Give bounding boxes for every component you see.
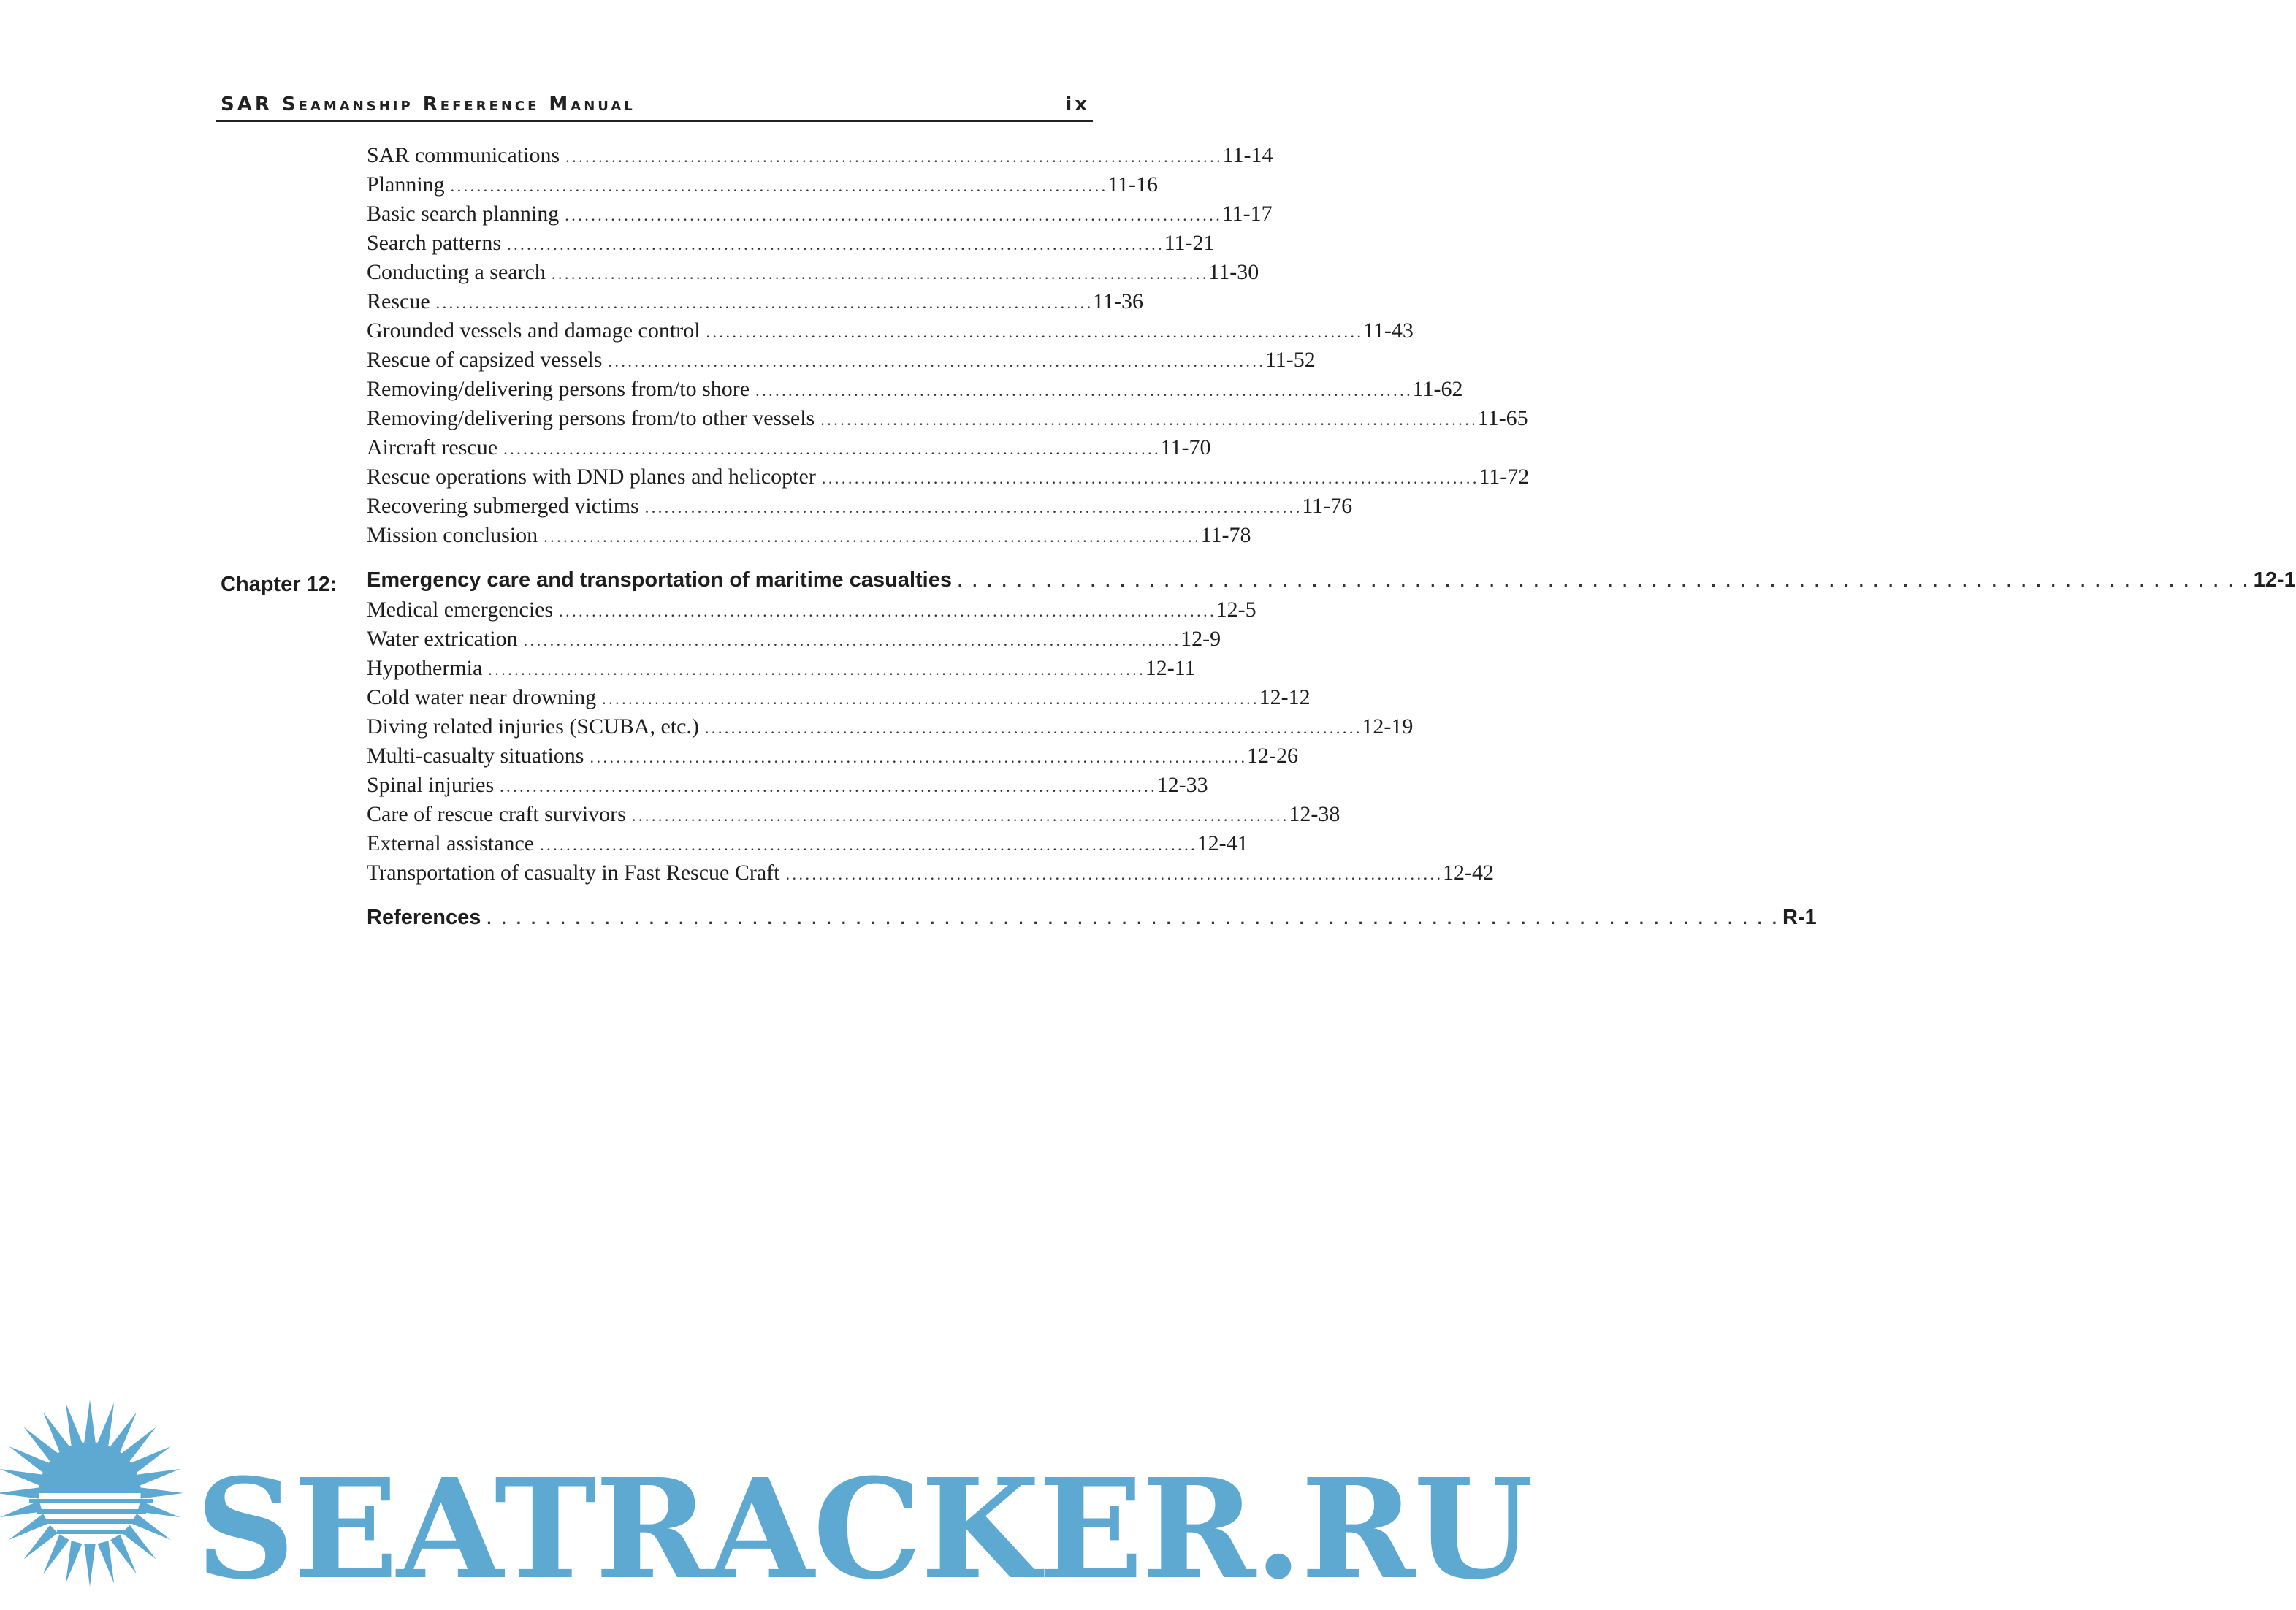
dot-leader: [565, 206, 1219, 225]
toc-entry-title: Hypothermia: [367, 656, 483, 680]
sun-ray: [66, 1403, 83, 1445]
dot-leader: [524, 631, 1178, 650]
chapter-page: 12-1: [2253, 568, 2296, 592]
sun-ray: [98, 1541, 115, 1583]
sun-ray: [84, 1544, 95, 1587]
toc-entry-title: Spinal injuries: [367, 773, 495, 797]
toc-entry[interactable]: [367, 627, 1221, 656]
toc-entry-page: 12-42: [1442, 861, 1494, 885]
dot-leader: [503, 440, 1158, 459]
toc-entry-title: Mission conclusion: [367, 523, 538, 547]
toc-entry-title: Cold water near drowning: [367, 685, 597, 709]
toc-entry-page: 12-5: [1216, 598, 1256, 622]
toc-entry-title: Conducting a search: [367, 260, 546, 284]
toc-entry[interactable]: [367, 656, 1196, 685]
dot-leader: [785, 865, 1440, 884]
references-entry[interactable]: [367, 906, 1817, 935]
dot-leader: [822, 469, 1476, 488]
toc-entry[interactable]: [367, 465, 1530, 494]
toc-entry-title: SAR communications: [367, 143, 560, 167]
toc-entry-page: 12-41: [1197, 831, 1248, 855]
dot-leader: [540, 836, 1194, 855]
toc-entry-page: 12-12: [1259, 685, 1311, 709]
toc-entry-page: 11-30: [1208, 260, 1259, 284]
toc-entry-page: 11-65: [1477, 406, 1528, 430]
sun-ray: [0, 1487, 39, 1498]
toc-entry[interactable]: [367, 348, 1316, 377]
dot-leader: [451, 177, 1105, 196]
toc-entry-title: Multi-casualty situations: [367, 744, 584, 768]
dot-leader: [820, 411, 1475, 430]
dot-leader: [552, 264, 1206, 283]
toc-entry-page: 11-16: [1107, 172, 1159, 197]
toc-entry[interactable]: [367, 231, 1215, 260]
toc-entry[interactable]: [367, 831, 1248, 861]
sun-ray: [84, 1400, 95, 1442]
dot-leader: [544, 527, 1198, 546]
toc-entry[interactable]: [367, 802, 1340, 831]
toc-entry-page: 11-36: [1093, 289, 1144, 313]
toc-entry[interactable]: [367, 714, 1414, 744]
toc-entry-title: Rescue of capsized vessels: [367, 348, 603, 372]
toc-entry-page: 12-11: [1145, 656, 1196, 680]
toc-entry-title: Transportation of casualty in Fast Rescue Craft: [367, 861, 780, 885]
toc-entry[interactable]: [367, 318, 1414, 348]
toc-entry-page: 11-14: [1222, 143, 1273, 167]
sun-ray: [141, 1487, 183, 1498]
toc-entry[interactable]: [367, 202, 1273, 231]
toc-entry-title: Water extrication: [367, 627, 518, 651]
toc-entry[interactable]: [367, 260, 1259, 289]
references-page: R-1: [1782, 906, 1817, 929]
toc-entry[interactable]: [367, 523, 1251, 552]
dot-leader: [500, 777, 1154, 796]
toc-entry[interactable]: [367, 685, 1311, 714]
toc-entry-page: 12-26: [1246, 744, 1298, 768]
toc-entry[interactable]: [367, 598, 1256, 627]
toc-entry-title: Diving related injuries (SCUBA, etc.): [367, 714, 699, 739]
toc-entry[interactable]: [367, 494, 1353, 523]
toc-entry[interactable]: [367, 143, 1273, 172]
watermark-text: SEATRACKER.RU: [196, 1449, 1532, 1610]
dot-leader: [632, 806, 1286, 825]
dot-leader: [602, 690, 1256, 709]
toc-entry-title: Aircraft rescue: [367, 435, 498, 459]
dot-leader: [958, 572, 2251, 591]
chapter-title: Emergency care and transportation of maritime casualties: [367, 568, 952, 592]
dot-leader: [755, 381, 1410, 400]
chapter-heading[interactable]: [367, 568, 2296, 598]
toc-entry-title: Removing/delivering persons from/to shore: [367, 377, 750, 401]
dot-leader: [645, 498, 1300, 517]
page-number: ix: [1065, 94, 1090, 115]
dot-leader: [565, 148, 1220, 167]
toc-entry[interactable]: [367, 435, 1211, 465]
dot-leader: [706, 323, 1361, 342]
dot-leader: [436, 294, 1091, 313]
toc-entry[interactable]: [367, 773, 1208, 802]
dot-leader: [559, 602, 1213, 621]
references-title: References: [367, 906, 481, 929]
toc-entry-title: Grounded vessels and damage control: [367, 318, 701, 343]
toc-entry-title: Medical emergencies: [367, 598, 554, 622]
sun-ray: [0, 1469, 42, 1486]
toc-entry-title: Search patterns: [367, 231, 502, 255]
dot-leader: [608, 352, 1262, 371]
toc-entry-title: External assistance: [367, 831, 535, 855]
toc-entry-page: 11-43: [1363, 318, 1414, 343]
toc-entry[interactable]: [367, 744, 1298, 773]
toc-entry-page: 12-33: [1156, 773, 1208, 797]
toc-entry-title: Rescue: [367, 289, 430, 313]
sun-ray: [137, 1469, 180, 1486]
running-header: [216, 91, 1093, 122]
toc-entry[interactable]: [367, 861, 1494, 890]
sun-ray: [66, 1541, 83, 1583]
dot-leader: [705, 719, 1359, 738]
toc-entry-page: 11-52: [1265, 348, 1316, 372]
toc-entry-title: Care of rescue craft survivors: [367, 802, 626, 826]
toc-entry-page: 12-38: [1289, 802, 1340, 826]
toc-entry-page: 11-76: [1302, 494, 1353, 518]
toc-entry[interactable]: [367, 289, 1144, 318]
toc-entry-page: 11-17: [1221, 202, 1273, 226]
sun-ray: [98, 1403, 115, 1445]
chapter-label: Chapter 12:: [221, 573, 337, 596]
dot-leader: [487, 909, 1780, 928]
toc-entry[interactable]: [367, 377, 1463, 406]
manual-title: SAR Seamanship Reference Manual: [221, 94, 636, 115]
toc-entry-page: 12-9: [1181, 627, 1221, 651]
dot-leader: [488, 660, 1143, 679]
toc-entry-title: Removing/delivering persons from/to other vessels: [367, 406, 815, 430]
toc-entry[interactable]: [367, 406, 1528, 435]
toc-entry-page: 11-72: [1479, 465, 1530, 489]
dot-leader: [507, 235, 1162, 254]
toc-entry-title: Basic search planning: [367, 202, 560, 226]
dot-leader: [590, 748, 1244, 767]
toc-entry-page: 11-21: [1164, 231, 1215, 255]
toc-entry[interactable]: [367, 172, 1159, 202]
toc-entry-title: Rescue operations with DND planes and helicopter: [367, 465, 816, 489]
toc-entry-title: Recovering submerged victims: [367, 494, 639, 518]
toc-entry-page: 12-19: [1362, 714, 1414, 739]
toc-entry-title: Planning: [367, 172, 445, 197]
toc-entry-page: 11-70: [1160, 435, 1211, 459]
toc-entry-page: 11-78: [1200, 523, 1251, 547]
toc-entry-page: 11-62: [1412, 377, 1463, 401]
